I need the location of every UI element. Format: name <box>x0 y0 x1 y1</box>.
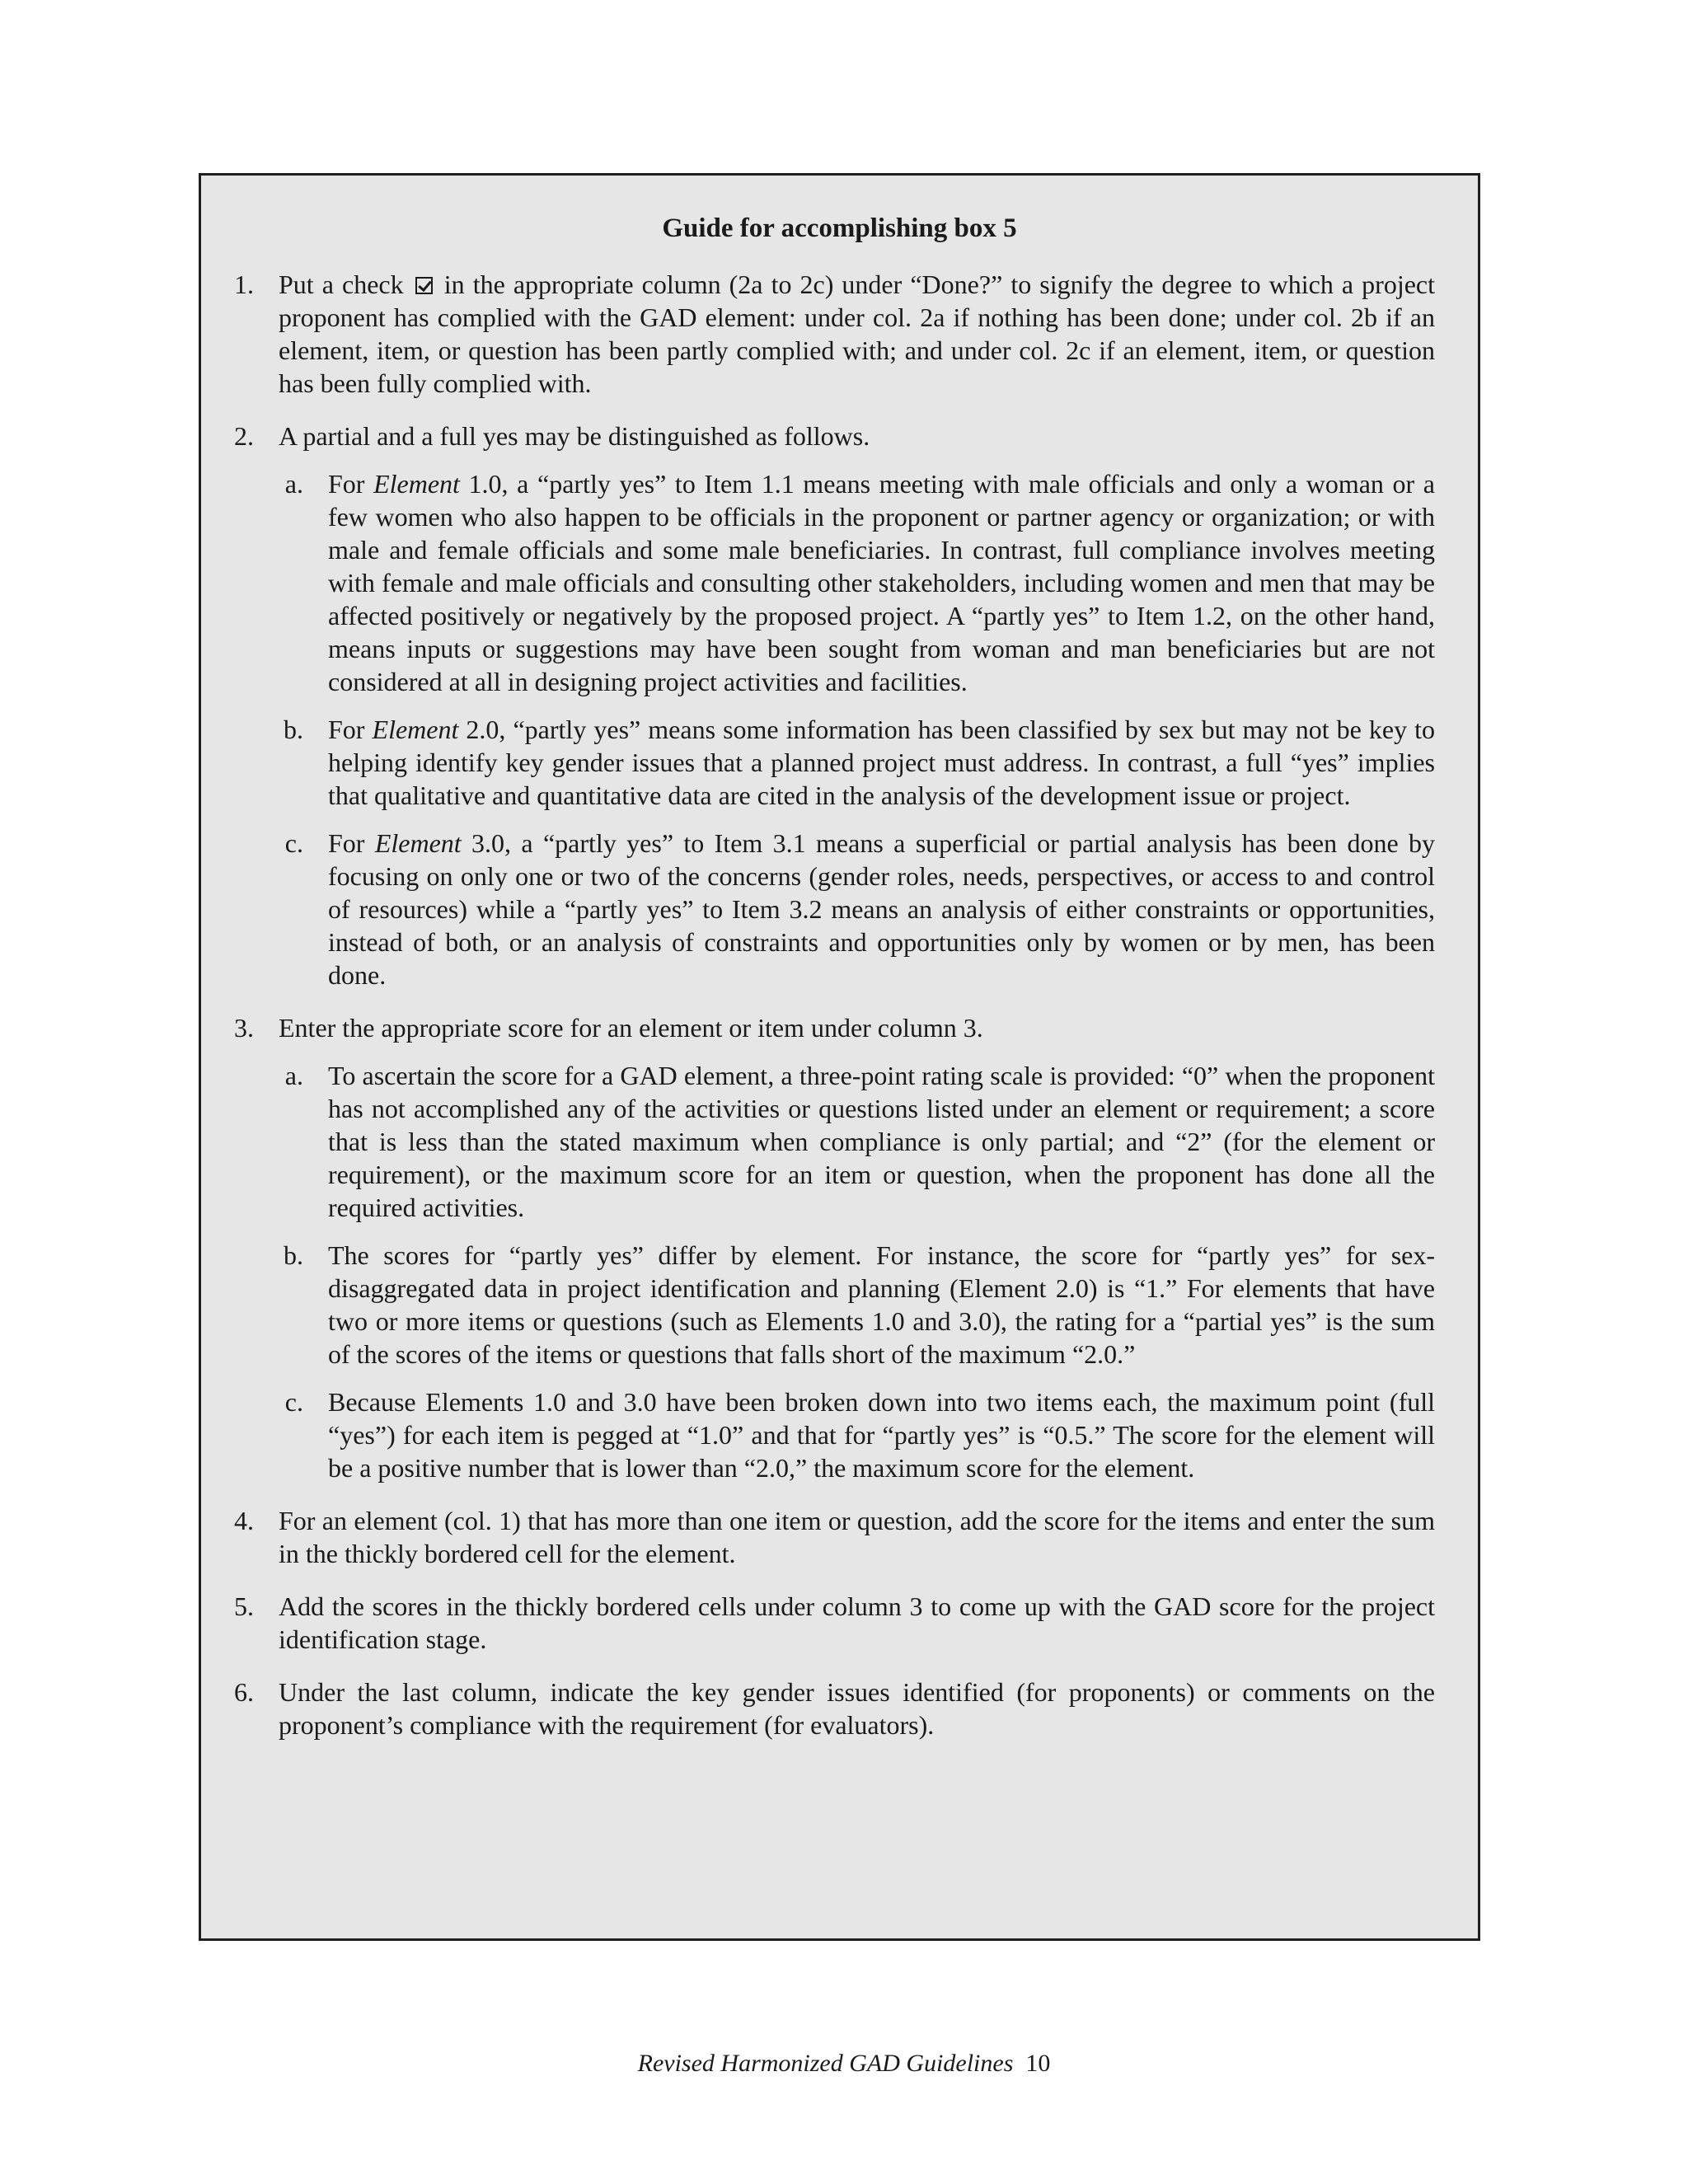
sub-item-letter: b. <box>284 715 303 744</box>
sub-item-letter: c. <box>284 828 303 858</box>
sub-list <box>279 1059 1435 1484</box>
item-text: Add the scores in the thickly bordered cells under column 3 to come up with the GAD score for the project identification stage. <box>279 1591 1435 1654</box>
item-text: Enter the appropriate score for an element or item under column 3. <box>279 1013 983 1043</box>
sub-text-pre: For <box>328 715 365 744</box>
sub-item-letter: b. <box>284 1240 303 1270</box>
item-number: 1. <box>234 269 254 299</box>
item-text-post: in the appropriate column (2a to 2c) under “Done?” to signify the degree to which a project proponent has complied with the GAD element: under col. 2a if nothing has been done; under col. 2b if an element, item, or question has been partly complied with; and under col. 2c if an element, item, or question has been fully complied with. <box>279 269 1436 398</box>
sub-item-text <box>328 827 1435 991</box>
sub-item-letter: c. <box>284 1387 303 1417</box>
page-footer <box>0 2049 1688 2079</box>
item-text: Under the last column, indicate the key gender issues identified (for proponents) or comments on the proponent’s compliance with the requirement (for evaluators). <box>279 1677 1435 1740</box>
sub-item-letter: a. <box>284 469 303 499</box>
item-text: For an element (col. 1) that has more than one item or question, add the score for the items and enter the sum in the thickly bordered cell for the element. <box>279 1506 1435 1568</box>
sub-text-em: Element <box>374 828 462 858</box>
sub-item-2a <box>279 467 1435 698</box>
sub-text-post: 2.0, “partly yes” means some information has been classified by sex but may not be key to helping identify key gender issues that a planned project must address. In contrast, a full “yes” implies that qualitative and quantitative data are cited in the analysis of the development issue or project. <box>328 715 1436 810</box>
item-number: 5. <box>234 1591 254 1621</box>
sub-item-letter: a. <box>284 1061 303 1090</box>
guide-item-6 <box>229 1675 1435 1741</box>
sub-item-3a <box>279 1059 1435 1224</box>
footer-title: Revised Harmonized GAD Guidelines <box>637 2050 1014 2077</box>
guide-title: Guide for accomplishing box 5 <box>662 213 1017 243</box>
sub-text-em: Element <box>372 715 459 744</box>
guide-item-5 <box>229 1590 1435 1656</box>
sub-item-text <box>328 713 1435 812</box>
item-number: 3. <box>234 1013 254 1043</box>
sub-item-text: Because Elements 1.0 and 3.0 have been broken down into two items each, the maximum point (full “yes”) for each item is pegged at “1.0” and that for “partly yes” is “0.5.” The score for the element will be a positive number that is lower than “2.0,” the maximum score for the element. <box>328 1387 1435 1483</box>
sub-text-pre: For <box>328 828 365 858</box>
item-text-pre: Put a check <box>279 269 404 299</box>
item-text: A partial and a full yes may be distinguished as follows. <box>279 421 870 451</box>
guide-item-1 <box>229 268 1435 400</box>
checked-box-icon <box>415 277 433 294</box>
guide-box <box>199 173 1480 1941</box>
sub-text-pre: For <box>328 469 365 499</box>
sub-text-em: Element <box>373 469 460 499</box>
guide-list <box>229 268 1435 1741</box>
guide-item-3 <box>229 1011 1435 1484</box>
sub-item-text <box>328 467 1435 698</box>
sub-item-3b <box>279 1239 1435 1371</box>
item-number: 2. <box>234 421 254 451</box>
guide-item-2 <box>229 419 1435 991</box>
guide-item-4 <box>229 1504 1435 1570</box>
item-number: 4. <box>234 1506 254 1535</box>
sub-item-2c <box>279 827 1435 991</box>
sub-item-3c <box>279 1385 1435 1484</box>
sub-text-post: 3.0, a “partly yes” to Item 3.1 means a superficial or partial analysis has been done by focusing on only one or two of the concerns (gender roles, needs, perspectives, or access to and control of resources) while a “partly yes” to Item 3.2 means an analysis of either constraints or opportunities, instead of both, or an analysis of constraints and opportunities only by women or by men, has been done. <box>328 828 1436 990</box>
item-number: 6. <box>234 1677 254 1707</box>
page-number: 10 <box>1025 2050 1051 2077</box>
sub-item-2b <box>279 713 1435 812</box>
sub-item-text: To ascertain the score for a GAD element, a three-point rating scale is provided: “0” when the proponent has not accomplished any of the activities or questions listed under an element or requirement; a score that is less than the stated maximum when compliance is only partial; and “2” (for the element or requirement), or the maximum score for an item or question, when the proponent has done all the required activities. <box>328 1061 1435 1222</box>
sub-text-post: 1.0, a “partly yes” to Item 1.1 means meeting with male officials and only a woman or a few women who also happen to be officials in the proponent or partner agency or organization; or with male and female officials and some male beneficiaries. In contrast, full compliance involves meeting with female and male officials and consulting other stakeholders, including women and men that may be affected positively or negatively by the proposed project. A “partly yes” to Item 1.2, on the other hand, means inputs or suggestions may have been sought from woman and man beneficiaries but are not considered at all in designing project activities and facilities. <box>328 469 1436 696</box>
sub-item-text: The scores for “partly yes” differ by element. For instance, the score for “partly yes” for sex-disaggregated data in project identification and planning (Element 2.0) is “1.” For elements that have two or more items or questions (such as Elements 1.0 and 3.0), the rating for a “partial yes” is the sum of the scores of the items or questions that falls short of the maximum “2.0.” <box>328 1240 1435 1369</box>
sub-list <box>279 467 1435 991</box>
item-text <box>279 268 1435 400</box>
